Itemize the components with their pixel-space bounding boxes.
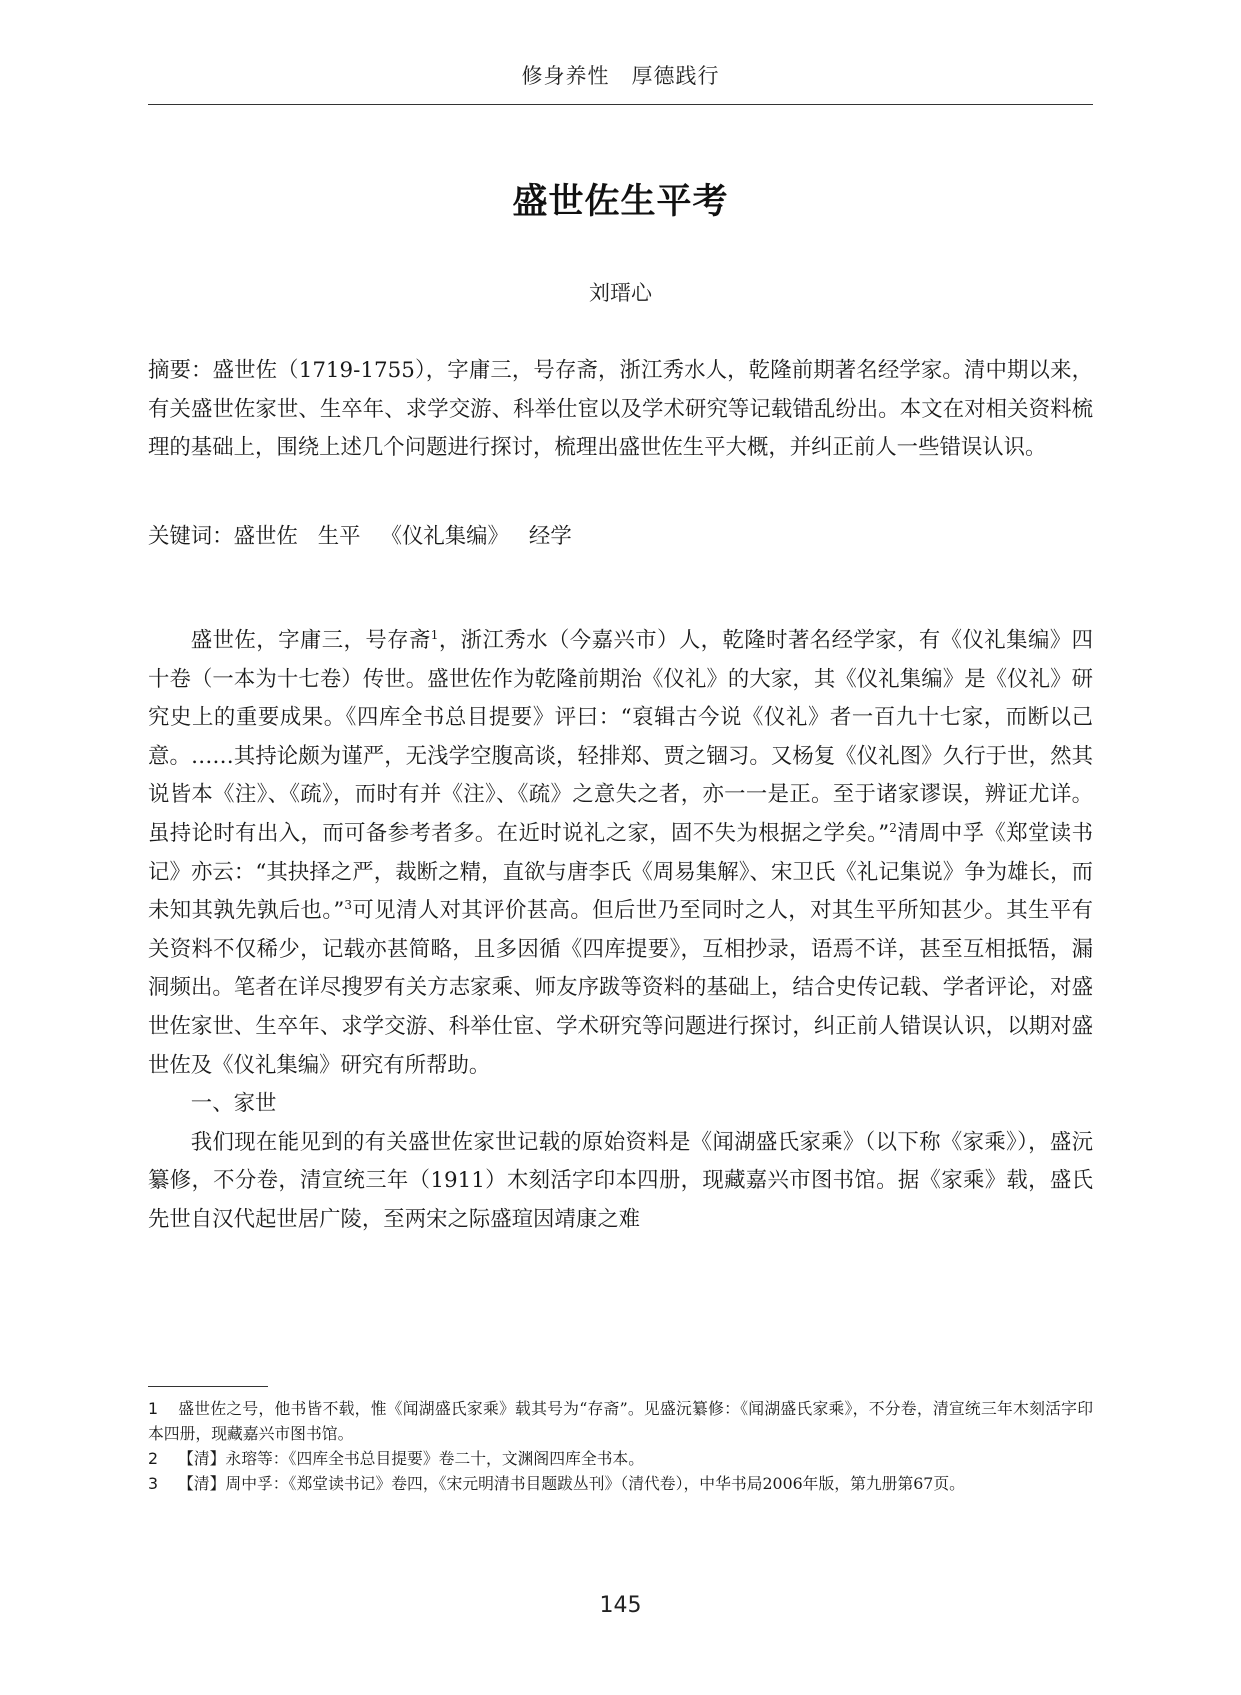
header-rule — [148, 104, 1093, 105]
page-number: 145 — [599, 1593, 642, 1618]
author-name: 刘瑨心 — [589, 281, 652, 305]
keyword: 生平 — [317, 524, 361, 549]
body-paragraph — [148, 622, 1093, 1085]
footnote-text: 盛世佐之号，他书皆不载，惟《闻湖盛氏家乘》载其号为“存斋”。见盛沅纂修：《闻湖盛氏家乘》，不分卷，清宣统三年木刻活字印本四册，现藏嘉兴市图书馆。 — [148, 1399, 1093, 1443]
footnote-ref[interactable]: 2 — [889, 820, 897, 835]
footnote-number: 3 — [148, 1474, 159, 1493]
footnote-text: 【清】周中孚：《郑堂读书记》卷四，《宋元明清书目题跋丛刊》（清代卷），中华书局2006年版，第九册第67页。 — [178, 1474, 965, 1493]
article-body — [148, 622, 1093, 1240]
keywords — [148, 518, 1093, 557]
footnote-number: 1 — [148, 1399, 159, 1418]
abstract-label: 摘要： — [148, 358, 213, 383]
text-run: 清周中孚《郑堂读书记》亦云：“其抉择之严，裁断之精，直欲与唐李氏《周易集解》、宋卫氏《礼记集说》争为雄长，而未知其孰先孰后也。” — [148, 820, 1093, 924]
text-run: 可见清人对其评价甚高。但后世乃至同时之人，对其生平所知甚少。其生平有关资料不仅稀少，记载亦甚简略，且多因循《四库提要》，互相抄录，语焉不详，甚至互相抵牾，漏洞频出。笔者在详尽搜罗有关方志家乘、师友序跋等资料的基础上，结合史传记载、学者评论，对盛世佐家世、生卒年、求学交游、科举仕宦、学术研究等问题进行探讨，纠正前人错误认识，以期对盛世佐及《仪礼集编》研究有所帮助。 — [148, 898, 1093, 1078]
text-run: ，浙江秀水（今嘉兴市）人，乾隆时著名经学家，有《仪礼集编》四十卷（一本为十七卷）传世。盛世佐作为乾隆前期治《仪礼》的大家，其《仪礼集编》是《仪礼》研究史上的重要成果。《四库全书总目提要》评曰：“裒辑古今说《仪礼》者一百九十七家，而断以己意。……其持论颇为谨严，无浅学空腹高谈，轻排郑、贾之锢习。又杨复《仪礼图》久行于世，然其说皆本《注》、《疏》，而时有并《注》、《疏》之意失之者，亦一一是正。至于诸家谬误，辨证尤详。虽持论时有出入，而可备参考者多。在近时说礼之家，固不失为根据之学矣。” — [148, 628, 1093, 846]
footnote-rule — [148, 1386, 268, 1387]
abstract-text: 盛世佐（1719-1755），字庸三，号存斋，浙江秀水人，乾隆前期著名经学家。清中期以来，有关盛世佐家世、生卒年、求学交游、科举仕宦以及学术研究等记载错乱纷出。本文在对相关资料梳理的基础上，围绕上述几个问题进行探讨，梳理出盛世佐生平大概，并纠正前人一些错误认识。 — [148, 358, 1093, 460]
section-heading: 一、家世 — [190, 1091, 277, 1117]
footnote-text: 【清】永瑢等：《四库全书总目提要》卷二十，文渊阁四库全书本。 — [178, 1449, 645, 1468]
footnote-ref[interactable]: 3 — [344, 898, 353, 913]
text-run: 盛世佐，字庸三，号存斋 — [190, 628, 431, 653]
keyword: 《仪礼集编》 — [380, 524, 509, 549]
keyword: 经学 — [528, 524, 572, 549]
article-title: 盛世佐生平考 — [512, 182, 729, 222]
footnote — [148, 1446, 1093, 1471]
footnote — [148, 1396, 1093, 1446]
keyword: 盛世佐 — [233, 524, 298, 549]
footnote-ref[interactable]: 1 — [430, 628, 439, 642]
footnotes — [148, 1396, 1093, 1496]
footnote-number: 2 — [148, 1449, 159, 1468]
body-paragraph: 我们现在能见到的有关盛世佐家世记载的原始资料是《闻湖盛氏家乘》（以下称《家乘》），盛沅纂修，不分卷，清宣统三年（1911）木刻活字印本四册，现藏嘉兴市图书馆。据《家乘》载，盛氏先世自汉代起世居广陵，至两宋之际盛瑄因靖康之难 — [148, 1129, 1093, 1232]
running-header: 修身养性 厚德践行 — [521, 64, 720, 88]
footnote — [148, 1471, 1093, 1496]
keywords-label: 关键词： — [148, 524, 234, 549]
abstract — [148, 352, 1093, 468]
